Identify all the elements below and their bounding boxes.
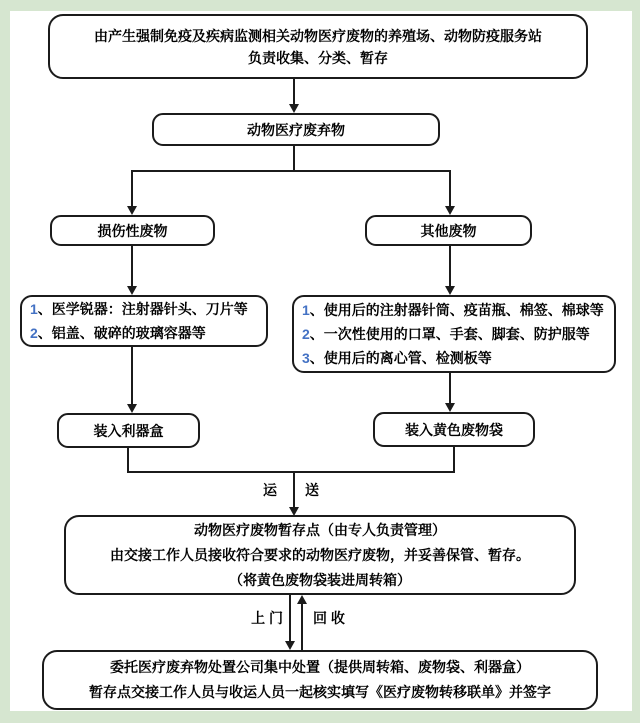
arrowhead-up-icon (297, 595, 307, 604)
edge-label-transport-left: 运 (263, 482, 277, 498)
list-item-number: 3 (302, 350, 310, 366)
connector-other-list (449, 246, 451, 288)
connector-door-service-down (289, 595, 291, 642)
arrowhead-down-icon (285, 641, 295, 650)
list-item (302, 346, 492, 370)
list-item (30, 321, 206, 345)
list-item-text: 、使用后的离心管、检测板等 (309, 350, 492, 366)
node-disposal-line1: 委托医疗废弃物处置公司集中处置（提供周转箱、废物袋、利器盒） (110, 659, 530, 675)
connector-pickup-up (301, 603, 303, 650)
list-item (302, 322, 590, 346)
edge-label-pickup: 回 收 (313, 610, 345, 626)
list-item-text: 、医学锐器：注射器针头、刀片等 (37, 301, 248, 317)
edge-label-door-service: 上 门 (251, 610, 283, 626)
node-storage-line3: （将黄色废物袋装进周转箱） (229, 571, 411, 588)
connector-sharp-container (131, 347, 133, 406)
connector-merge-right (453, 447, 455, 473)
arrowhead-down-icon (127, 404, 137, 413)
edge-label-transport-right: 送 (305, 482, 319, 498)
arrowhead-down-icon (445, 206, 455, 215)
connector-source-waste (293, 79, 295, 106)
node-sharp-waste (50, 215, 215, 246)
node-storage-point (64, 515, 576, 595)
connector-split-horizontal (131, 170, 451, 172)
node-source-line1: 由产生强制免疫及疾病监测相关动物医疗废物的养殖场、动物防疫服务站 (94, 27, 542, 44)
node-other-waste-list (292, 295, 616, 373)
list-item-text: 、铝盖、破碎的玻璃容器等 (37, 325, 206, 341)
connector-merge-horizontal (127, 471, 455, 473)
node-sharp-waste-label: 损伤性废物 (97, 222, 168, 239)
connector-split-left (131, 170, 133, 208)
list-item-number: 1 (30, 301, 38, 317)
connector-sharp-list (131, 246, 133, 288)
list-item-text: 、一次性使用的口罩、手套、脚套、防护服等 (309, 326, 590, 342)
list-item-number: 1 (302, 302, 310, 318)
arrowhead-down-icon (127, 206, 137, 215)
node-source-line2: 负责收集、分类、暂存 (248, 49, 388, 66)
node-sharps-container (57, 413, 200, 448)
node-other-waste-label: 其他废物 (420, 222, 477, 239)
node-storage-line2: 由交接工作人员接收符合要求的动物医疗废物，并妥善保管、暂存。 (110, 546, 530, 563)
list-item-text: 、使用后的注射器针筒、疫苗瓶、棉签、棉球等 (309, 302, 604, 318)
arrowhead-down-icon (127, 286, 137, 295)
node-disposal-line2: 暂存点交接工作人员与收运人员一起核实填写《医疗废物转移联单》并签字 (89, 684, 551, 700)
list-item-number: 2 (30, 325, 38, 341)
node-disposal-company (42, 650, 598, 710)
connector-split-right (449, 170, 451, 208)
node-source-collection (48, 14, 588, 79)
list-item (302, 298, 604, 322)
list-item-number: 2 (302, 326, 310, 342)
connector-yellow-bag (449, 373, 451, 405)
arrowhead-down-icon (445, 286, 455, 295)
connector-waste-split-stem (293, 146, 295, 172)
connector-transport (293, 471, 295, 509)
node-animal-medical-waste (152, 113, 440, 146)
node-animal-medical-waste-label: 动物医疗废弃物 (247, 121, 345, 138)
node-sharps-container-label: 装入利器盒 (93, 422, 164, 439)
arrowhead-down-icon (289, 104, 299, 113)
list-item (30, 297, 248, 321)
node-yellow-waste-bag (373, 412, 535, 447)
arrowhead-down-icon (445, 403, 455, 412)
connector-merge-left (127, 448, 129, 473)
node-sharp-waste-list (20, 295, 268, 347)
node-yellow-waste-bag-label: 装入黄色废物袋 (405, 421, 503, 438)
node-other-waste (365, 215, 532, 246)
node-storage-line1: 动物医疗废物暂存点（由专人负责管理） (194, 521, 446, 538)
